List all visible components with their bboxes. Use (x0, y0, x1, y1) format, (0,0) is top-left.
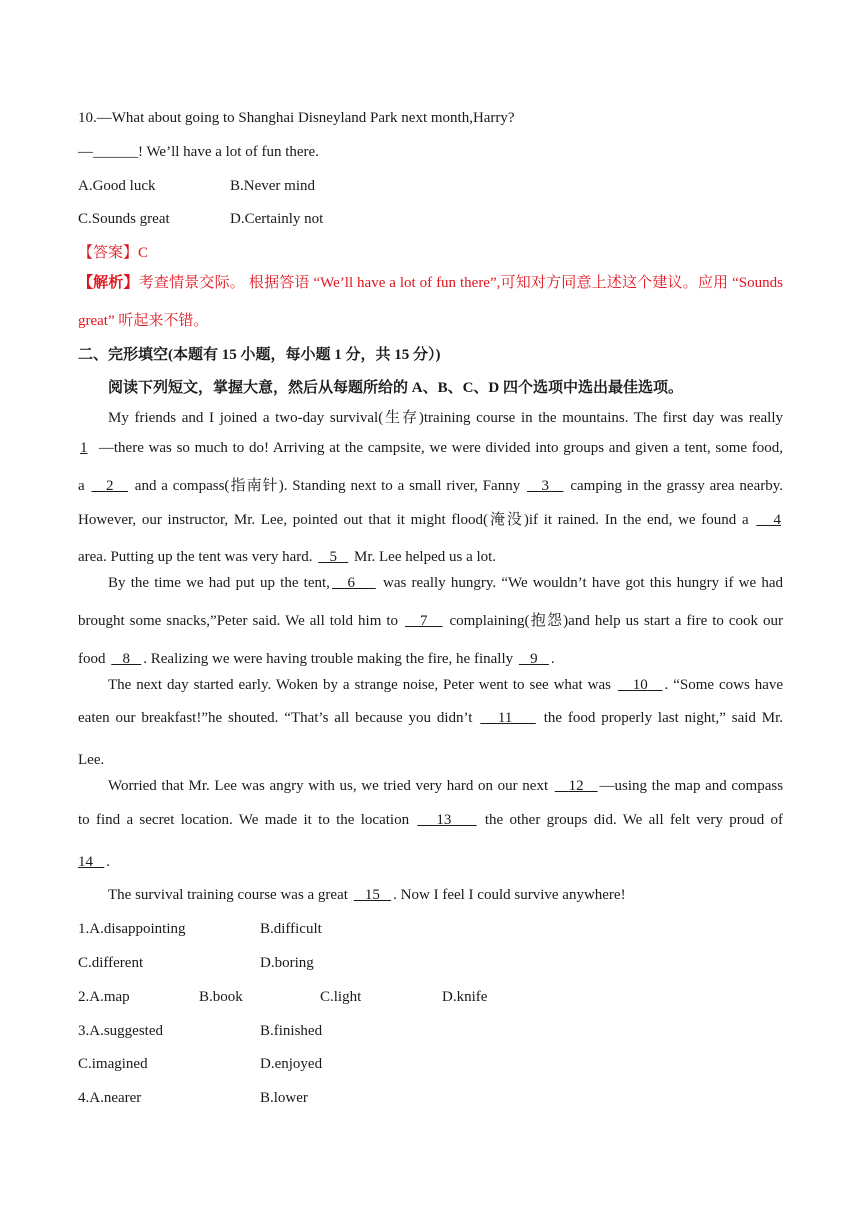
passage-line (78, 541, 783, 575)
passage-line (78, 710, 783, 744)
passage-line (78, 879, 783, 913)
option: C.light (320, 988, 362, 1005)
passage-text: —using the map and compass (599, 777, 783, 794)
option: D.enjoyed (260, 1056, 323, 1073)
options-row (78, 1015, 783, 1049)
passage-line (78, 508, 783, 542)
blank-3: 3 (541, 477, 550, 494)
option: B.lower (260, 1090, 308, 1107)
passage-line: My friends and I joined a two-day survival(生存)training course in the mountains. The first day was really (108, 410, 783, 427)
section-instruction: 阅读下列短文，掌握大意，然后从每题所给的 A、B、C、D 四个选项中选出最佳选项。 (108, 380, 684, 397)
option-d: D.Certainly not (230, 211, 324, 228)
passage-line (78, 643, 783, 677)
option: 2.A.map (78, 988, 130, 1005)
question-10-options-row-2 (78, 203, 783, 237)
question-10-response: —______! We’ll have a lot of fun there. (78, 143, 319, 160)
passage-text: Worried that Mr. Lee was angry with us, we tried very hard on our next (108, 777, 549, 794)
answer-value: C (138, 245, 149, 262)
passage-text: However, our instructor, Mr. Lee, pointed out that it might flood(淹没)if it rained. In the end, we found a (78, 511, 749, 528)
passage-line (78, 609, 783, 643)
passage-text: Mr. Lee helped us a lot. (354, 549, 497, 566)
passage-text: —there was so much to do! Arriving at the campsite, we were divided into groups and given a tent, some food, (98, 439, 783, 456)
passage-text: camping in the grassy area nearby. (570, 477, 783, 494)
passage-line (78, 440, 783, 474)
passage-text: food (78, 650, 106, 667)
passage-text: a (78, 477, 85, 494)
passage-text: The survival training course was a great (108, 887, 348, 904)
option: D.knife (442, 988, 488, 1005)
option: 1.A.disappointing (78, 921, 186, 938)
passage-line (78, 474, 783, 508)
blank-12: 12 (568, 777, 584, 794)
passage-text: The next day started early. Woken by a strange noise, Peter went to see what was (108, 676, 611, 693)
option: 4.A.nearer (78, 1090, 142, 1107)
blank-8: 8 (122, 650, 130, 667)
document-page (78, 102, 783, 1116)
passage-text: . “Some cows have (664, 676, 783, 693)
passage-line: Lee. (78, 752, 105, 769)
option: D.boring (260, 954, 314, 971)
passage-text: By the time we had put up the tent, (108, 575, 330, 592)
passage-text: brought some snacks,”Peter said. We all told him to (78, 612, 399, 629)
blank-14: 14 (78, 853, 93, 870)
option: 3.A.suggested (78, 1022, 163, 1039)
passage-text: to find a secret location. We made it to the location (78, 811, 410, 828)
answer-line (78, 237, 783, 271)
option-b: B.Never mind (230, 177, 315, 194)
passage-text: area. Putting up the tent was very hard. (78, 549, 313, 566)
options-row (78, 981, 783, 1015)
option: B.book (199, 988, 243, 1005)
passage-text: . (106, 853, 110, 870)
blank-5: 5 (329, 549, 338, 566)
passage-line (78, 846, 783, 880)
blank-11: 11 (497, 710, 513, 727)
blank-15: 15 (364, 887, 380, 904)
passage-text: . (550, 650, 555, 667)
question-10-stem: 10.—What about going to Shanghai Disneyland Park next month,Harry? (78, 110, 515, 126)
passage-text: the other groups did. We all felt very proud of (484, 811, 783, 828)
options-row (78, 947, 783, 981)
option-a: A.Good luck (78, 177, 156, 194)
blank-1: 1 (80, 439, 88, 456)
question-10-options-row-1 (78, 170, 783, 204)
option: B.finished (260, 1022, 323, 1039)
passage-text: . Now I feel I could survive anywhere! (393, 887, 626, 904)
option: B.difficult (260, 921, 322, 938)
analysis-label: 【解析】 (78, 274, 139, 291)
options-row (78, 1048, 783, 1082)
blank-13: 13 (436, 811, 452, 828)
option: C.imagined (78, 1056, 148, 1073)
passage-text: eaten our breakfast!”he shouted. “That’s all because you didn’t (78, 710, 473, 727)
blank-6: 6 (347, 575, 356, 592)
passage-text: complaining(抱怨)and help us start a fire to cook our (449, 612, 783, 629)
analysis-line-2: great” 听起来不错。 (78, 312, 209, 329)
blank-2: 2 (105, 477, 114, 494)
option: C.different (78, 954, 144, 971)
passage-text: and a compass(指南针). Standing next to a small river, Fanny (134, 477, 521, 494)
analysis-line-1 (78, 271, 783, 305)
passage-text: . Realizing we were having trouble making the fire, he finally (143, 650, 514, 667)
passage-line (78, 575, 783, 609)
passage-line (78, 812, 783, 846)
passage-text: the food properly last night,” said Mr. (543, 710, 783, 727)
blank-10: 10 (632, 676, 648, 693)
passage-line (78, 778, 783, 812)
passage-line (78, 677, 783, 711)
blank-7: 7 (420, 612, 428, 629)
options-row (78, 913, 783, 947)
blank-9: 9 (530, 650, 538, 667)
analysis-text: 考查情景交际。 根据答语 “We’ll have a lot of fun there”,可知对方同意上述这个建议。应用 “Sounds (138, 274, 783, 291)
option-c: C.Sounds great (78, 211, 170, 228)
passage-text: was really hungry. “We wouldn’t have got this hungry if we had (383, 575, 783, 592)
section-title: 二、完形填空(本题有 15 小题，每小题 1 分，共 15 分）) (78, 346, 441, 363)
blank-4: 4 (773, 511, 782, 528)
answer-label: 【答案】 (78, 245, 139, 262)
options-row (78, 1082, 783, 1116)
